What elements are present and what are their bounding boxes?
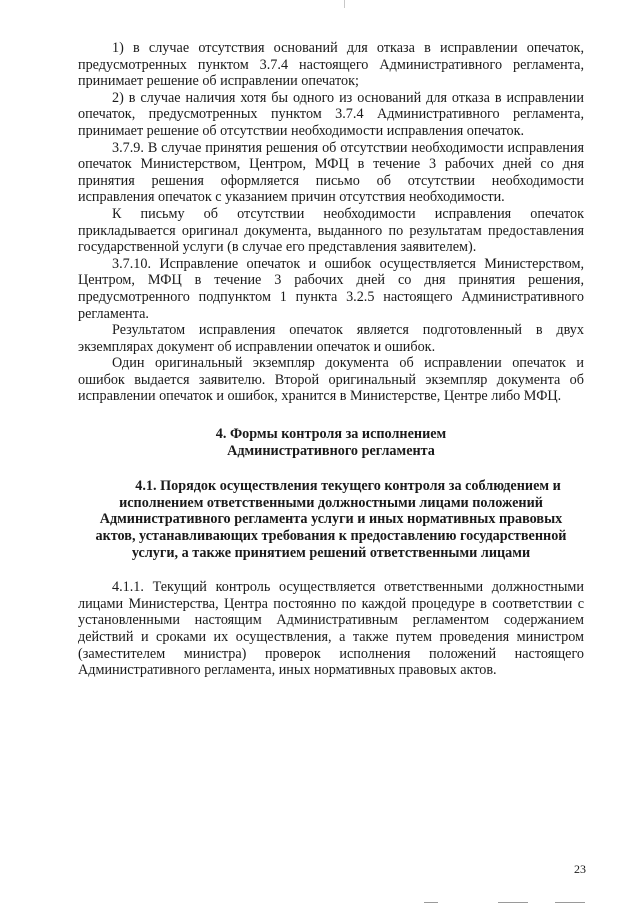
paragraph-item-2: 2) в случае наличия хотя бы одного из оснований для отказа в исправлении опечаток, предусмотренных пунктом 3.7.4 Административного регламента, принимает решение об отсутствии необходимости исправления опечаток. [78, 89, 584, 139]
paragraph-item-1: 1) в случае отсутствия оснований для отказа в исправлении опечаток, предусмотренных пунктом 3.7.4 настоящего Административного регламента, принимает решение об исправлении опечаток; [78, 40, 584, 90]
scan-mark-bottom-3 [555, 902, 585, 903]
paragraph-letter-attachment: К письму об отсутствии необходимости исправления опечаток прикладывается оригинал документа, выданного по результатам предоставления государственной услуги (в случае его представления заявителем). [78, 205, 584, 256]
scan-mark-bottom-2 [498, 902, 528, 903]
paragraph-result: Результатом исправления опечаток является подготовленный в двух экземплярах документ об исправлении опечаток и ошибок. [78, 322, 584, 355]
paragraph-original-copy: Один оригинальный экземпляр документа об исправлении опечаток и ошибок выдается заявителю. Второй оригинальный экземпляр документа об исправлении опечаток и ошибок, хранится в Министерстве, Центре либо МФЦ. [78, 355, 584, 405]
paragraph-3-7-10: 3.7.10. Исправление опечаток и ошибок осуществляется Министерством, Центром, МФЦ в течение 3 рабочих дней со дня принятия решения, предусмотренного подпунктом 1 пункта 3.2.5 настоящего Административного регламента. [78, 255, 584, 322]
paragraph-3-7-9: 3.7.9. В случае принятия решения об отсутствии необходимости исправления опечаток Министерством, Центром, МФЦ в течение 3 рабочих дней со дня принятия решения оформляется письмо об отсутствии необходимости исправления опечаток с указанием причин отсутствия необходимости. [78, 139, 584, 206]
subsection-heading: 4.1. Порядок осуществления текущего контроля за соблюдением и исполнением ответственными должностными лицами положений Административного регламента услуги и иных нормативных правовых актов, устанавливающих требования к предоставлению государственной услуги, а также принятием решений ответственными лицами [95, 478, 567, 561]
spacer [78, 561, 584, 579]
section-heading [78, 426, 584, 459]
section-heading-line-2: Административного регламента [227, 442, 435, 459]
section-heading-line-1: 4. Формы контроля за исполнением [215, 426, 447, 443]
document-page [78, 40, 584, 679]
scan-mark-bottom-1 [424, 902, 438, 903]
scan-mark-top [344, 0, 345, 8]
page-number: 23 [574, 862, 586, 876]
paragraph-4-1-1: 4.1.1. Текущий контроль осуществляется ответственными должностными лицами Министерства, Центра постоянно по каждой процедуре в соответствии с установленными настоящим Административным регламентом содержанием действий и сроками их осуществления, а также путем проведения министром (заместителем министра) проверок исполнения положений настоящего Административного регламента, иных нормативных правовых актов. [78, 579, 584, 679]
